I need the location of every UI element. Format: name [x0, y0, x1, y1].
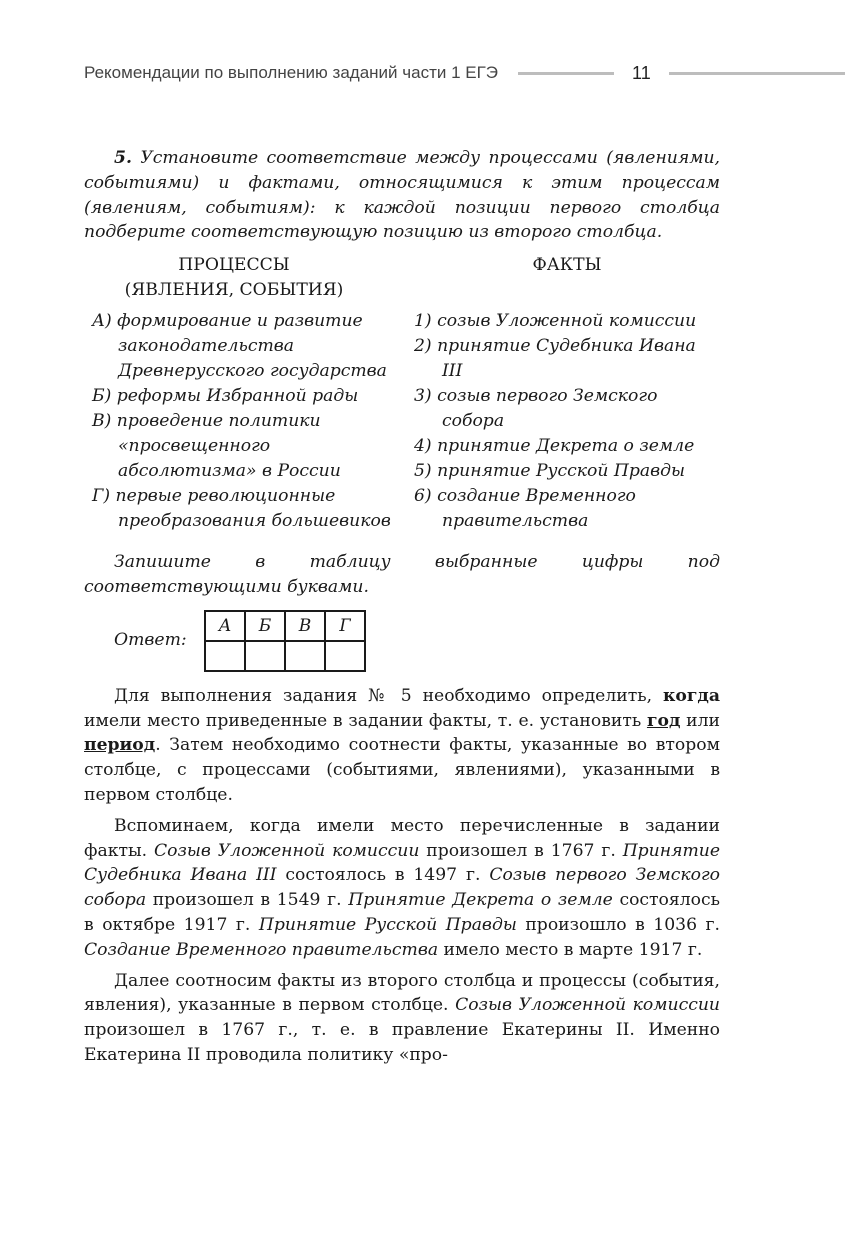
- process-item-v: В) проведение политики «просвещенного абсолютизма» в России: [92, 411, 341, 482]
- answer-cell-g[interactable]: [325, 641, 365, 671]
- matching-columns: [84, 253, 720, 534]
- paragraph-matching: Далее соотносим факты из второго столбца и процессы (события, явления), указанные в первом столбце. Созыв Уложенной комиссии произошел в 1767 г., т. е. в правление Екатерины II. Именно Екатерина II проводила политику «про-: [84, 970, 720, 1065]
- page-number: 11: [632, 62, 651, 83]
- task-number: 5.: [114, 148, 132, 168]
- answer-cell-v[interactable]: [285, 641, 325, 671]
- fact-item-4: 4) принятие Декрета о земле: [414, 436, 695, 457]
- processes-header: [84, 253, 384, 303]
- emphasis-year: год: [646, 710, 681, 731]
- page-content: [84, 146, 720, 1074]
- task-text: Установите соответствие между процессами (явлениями, событиями) и фактами, относящимися к этим процессам (явлениям, событиям): к каждой позиции первого столбца подберите соответствующую позицию из второго столбца.: [84, 148, 720, 243]
- processes-column: [84, 253, 414, 534]
- emphasis-when: когда: [662, 685, 720, 706]
- answer-cell-a[interactable]: [205, 641, 245, 671]
- fact-item-1: 1) созыв Уложенной комиссии: [414, 311, 697, 332]
- instruction-text: Запишите в таблицу выбранные цифры под соответствующими буквами.: [84, 552, 720, 597]
- processes-header-line1: ПРОЦЕССЫ: [178, 255, 290, 276]
- answer-block: [114, 610, 720, 672]
- fact-item-2: 2) принятие Судебника Ивана III: [414, 336, 696, 382]
- answer-letter-a: А: [205, 611, 245, 641]
- answer-label: Ответ:: [114, 629, 187, 650]
- paragraph-dates: Вспоминаем, когда имели место перечисленные в задании факты. Созыв Уложенной комиссии произошел в 1767 г. Принятие Судебника Ивана III состоялось в 1497 г. Созыв первого Земского собора произошел в 1549 г. Принятие Декрета о земле состоялось в октябре 1917 г. Принятие Русской Правды произошло в 1036 г. Создание Временного правительства имело место в марте 1917 г.: [84, 815, 721, 960]
- answer-table: [204, 610, 366, 672]
- page-header: [84, 58, 845, 88]
- paragraph-method: Для выполнения задания № 5 необходимо определить, когда имели место приведенные в задании факты, т. е. установить год или период. Затем необходимо соотнести факты, указанные во втором столбце, с процессами (событиями, явлениями), указанными в первом столбце.: [84, 685, 720, 805]
- task-statement: [84, 146, 720, 245]
- header-rule-left: [518, 72, 614, 75]
- answer-cell-b[interactable]: [245, 641, 285, 671]
- processes-header-line2: (ЯВЛЕНИЯ, СОБЫТИЯ): [124, 280, 344, 301]
- facts-column: [414, 253, 720, 534]
- facts-header: ФАКТЫ: [532, 255, 602, 276]
- emphasis-period: период: [84, 735, 156, 756]
- fact-item-3: 3) созыв первого Земского собора: [414, 386, 658, 432]
- answer-letter-b: Б: [245, 611, 285, 641]
- header-rule-right: [669, 72, 845, 75]
- fact-item-6: 6) создание Временного правительства: [414, 486, 636, 532]
- process-item-g: Г) первые революционные преобразования большевиков: [92, 486, 391, 532]
- process-item-a: А) формирование и развитие законодательства Древнерусского государства: [92, 311, 387, 382]
- running-title: Рекомендации по выполнению заданий части 1 ЕГЭ: [84, 63, 499, 82]
- fact-item-5: 5) принятие Русской Правды: [414, 461, 686, 482]
- answer-letter-g: Г: [325, 611, 365, 641]
- process-item-b: Б) реформы Избранной рады: [92, 386, 359, 407]
- answer-letter-v: В: [285, 611, 325, 641]
